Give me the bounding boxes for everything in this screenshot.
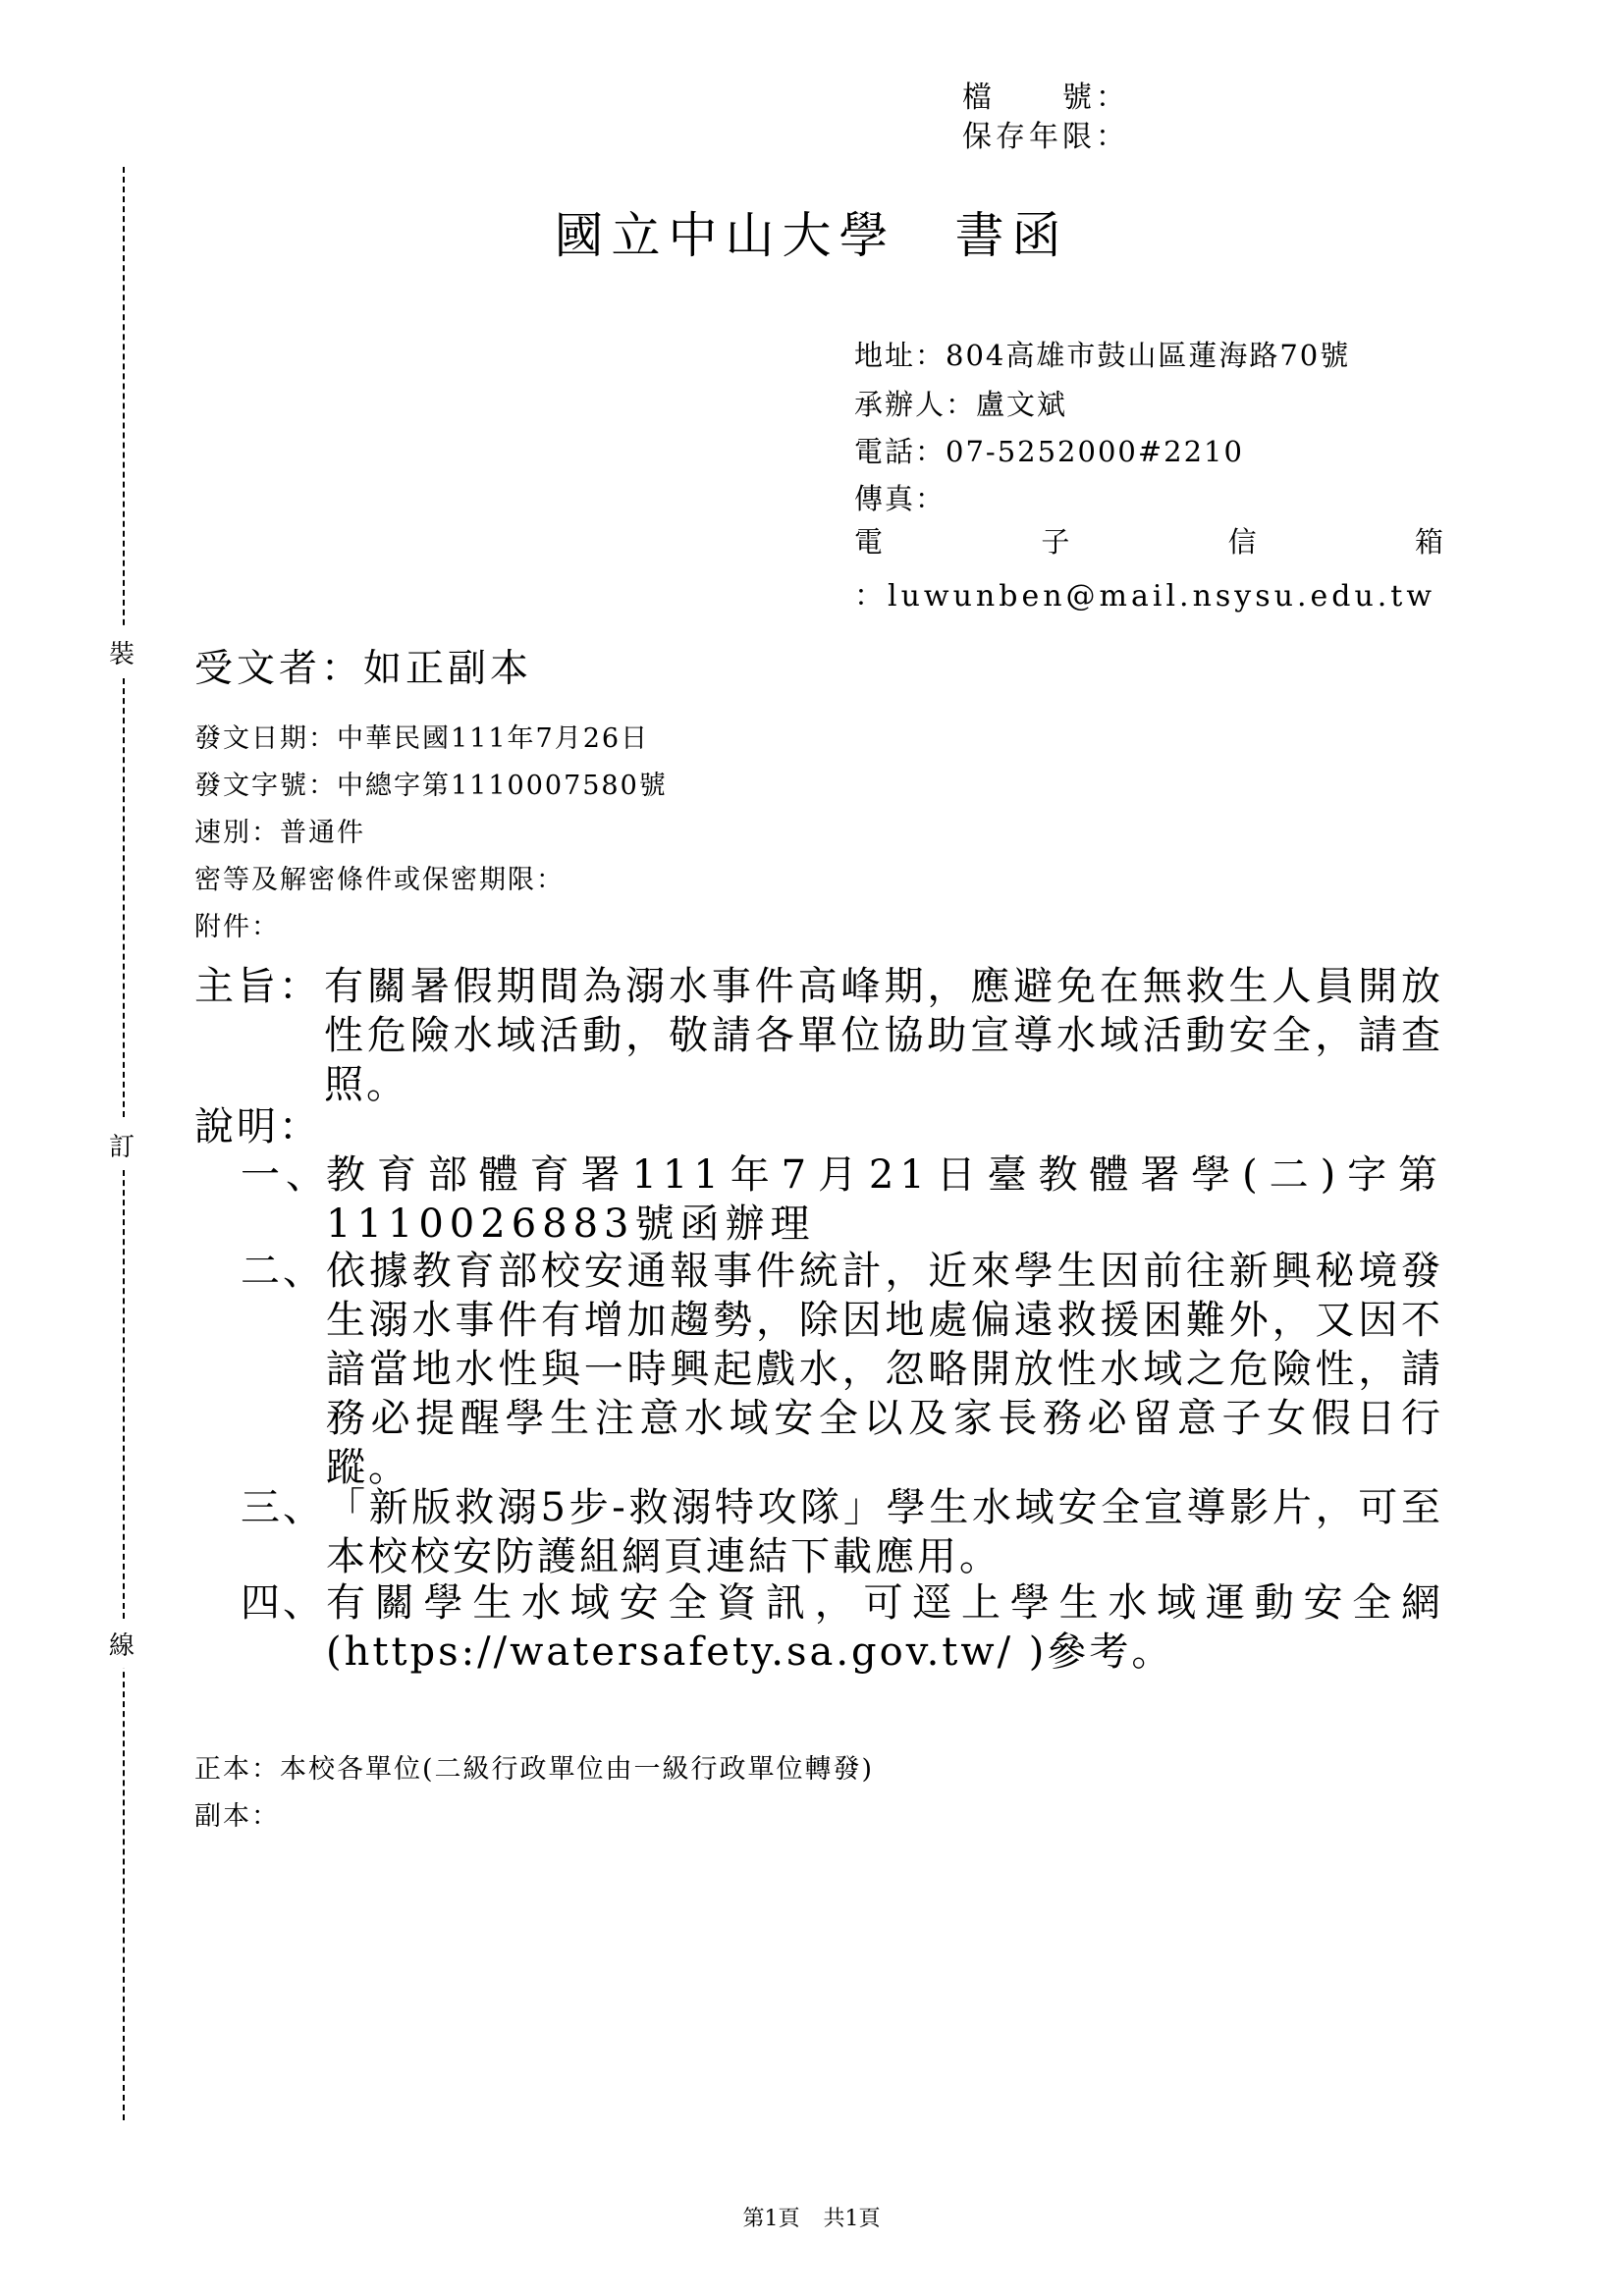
item-number: 一、: [241, 1152, 331, 1198]
binding-char-ding: 訂: [109, 1121, 135, 1169]
page-title: [0, 196, 1623, 267]
item-number: 二、: [241, 1249, 325, 1294]
sender-phone: 電話：07-5252000#2210: [854, 435, 1244, 468]
item-text: 依據教育部校安通報事件統計，近來學生因前往新興秘境發生溺水事件有增加趨勢，除因地處偏遠救援困難外，又因不諳當地水性與一時興起戲水，忽略開放性水域之危險性，請務必提醒學生注意水域安全以及家長務必留意子女假日行蹤。: [326, 1249, 1443, 1490]
speed-class: 速別：普通件: [194, 818, 365, 848]
page-total: 共1頁: [823, 2207, 881, 2231]
item-number: 三、: [241, 1485, 325, 1530]
issue-number: 發文字號：中總字第1110007580號: [194, 771, 668, 801]
binding-char-zhuang: 裝: [109, 628, 135, 676]
file-number: 檔 號：: [962, 80, 1129, 115]
explanation-label: 說明：: [194, 1104, 321, 1149]
email-label: [854, 520, 1443, 561]
distribution-original: 正本：本校各單位(二級行政單位由一級行政單位轉發): [194, 1754, 875, 1785]
retention-period: 保存年限：: [962, 120, 1129, 154]
subject-label: 主旨：: [194, 964, 321, 1009]
email-label-char: 電: [854, 525, 884, 559]
issue-date: 發文日期：中華民國111年7月26日: [194, 723, 650, 754]
item-text: 教育部體育署111年7月21日臺教體署學(二)字第1110026883號函辦理: [326, 1152, 1443, 1247]
item-number: 四、: [241, 1580, 325, 1626]
distribution-copy: 副本：: [194, 1801, 280, 1832]
explanation-item: [241, 1150, 1443, 1249]
subject-text: 有關暑假期間為溺水事件高峰期，應避免在無救生人員開放性危險水域活動，敬請各單位協助宣導水域活動安全，請查照。: [324, 964, 1443, 1107]
doc-type: 書函: [954, 207, 1069, 264]
explanation-item: [241, 1483, 1443, 1581]
sender-contact: 承辦人：盧文斌: [854, 388, 1068, 421]
email-label-char: 子: [1041, 525, 1070, 559]
email-label-char: 箱: [1414, 525, 1443, 559]
item-text: 有關學生水域安全資訊，可逕上學生水域運動安全網(https://watersafety.sa.gov.tw/ )參考。: [326, 1580, 1443, 1675]
explanation-item: [241, 1578, 1443, 1677]
explanation-item: [241, 1247, 1443, 1492]
page-number: 第1頁: [742, 2207, 800, 2231]
org-name: 國立中山大學: [554, 207, 896, 264]
sender-fax: 傳真：: [854, 482, 947, 515]
sender-email: ：luwunben@mail.nsysu.edu.tw: [854, 579, 1436, 614]
item-text: 「新版救溺5步-救溺特攻隊」學生水域安全宣導影片，可至本校校安防護組網頁連結下載應用。: [326, 1485, 1443, 1579]
page-footer: [0, 2202, 1623, 2232]
secrecy-level: 密等及解密條件或保密期限：: [194, 865, 565, 895]
receiver: 受文者：如正副本: [194, 647, 533, 691]
email-label-char: 信: [1227, 525, 1257, 559]
sender-address: 地址：804高雄市鼓山區蓮海路70號: [854, 339, 1351, 372]
attachment: 附件：: [194, 912, 280, 942]
binding-char-xian: 線: [109, 1620, 135, 1668]
